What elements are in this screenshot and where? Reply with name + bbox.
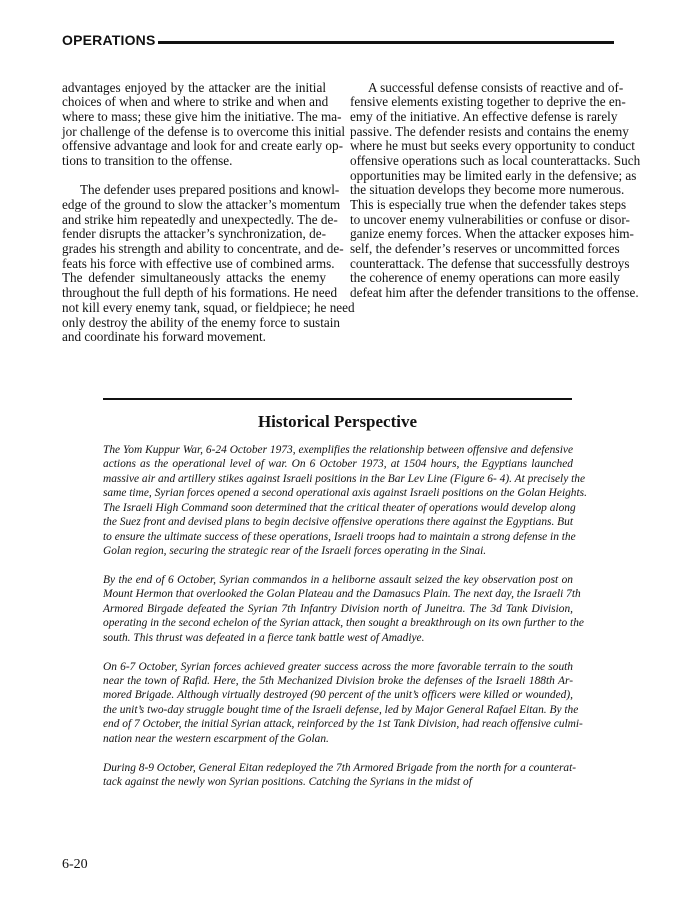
text-line: where to mass; these give him the initiative. The ma- <box>62 108 342 124</box>
text-line: to uncover enemy vulnerabilities or confuse or disor- <box>350 211 630 227</box>
text-line: On 6-7 October, Syrian forces achieved greater success across the more favorable terrain to the south <box>103 660 573 673</box>
text-line: throughout the full depth of his formations. He need <box>62 285 338 301</box>
text-line: and coordinate his forward movement. <box>62 329 266 345</box>
text-line: During 8-9 October, General Eitan redeployed the 7th Armored Brigade from the north for a counterat- <box>103 761 577 774</box>
text-line: tions to transition to the offense. <box>62 152 233 168</box>
text-line: mored Brigade. Although virtually destroyed (90 percent of the unit’s officers were killed or wounded), <box>103 689 573 702</box>
text-line: The Yom Kuppur War, 6-24 October 1973, exemplifies the relationship between offensive and defensive <box>103 444 573 456</box>
text-line: emy of the initiative. An effective defense is rarely <box>350 108 618 124</box>
header-rule <box>158 41 614 44</box>
text-line: The defender simultaneously attacks the enemy <box>62 270 326 286</box>
text-line: grades his strength and ability to concentrate, and de- <box>62 241 344 257</box>
text-line: fensive elements existing together to deprive the en- <box>350 94 626 110</box>
section-title: OPERATIONS <box>62 32 156 48</box>
text-line: the situation develops they become more numerous. <box>350 182 625 198</box>
text-line: south. This thrust was defeated in a fierce tank battle west of Amadiye. <box>103 631 425 644</box>
text-line: the coherence of enemy operations can more easily <box>350 270 620 286</box>
text-line: tack against the newly won Syrian positions. Catching the Syrians in the midst of <box>103 776 472 789</box>
text-line: actions as the operational level of war. On 6 October 1973, at 1504 hours, the Egyptians launched <box>103 458 573 471</box>
text-line: jor challenge of the defense is to overcome this initial <box>62 123 346 139</box>
text-line: Armored Birgade defeated the Syrian 7th Infantry Division north of Juneitra. The 3d Tank Division, <box>103 602 573 615</box>
text-line: and strike him repeatedly and unexpectedly. The de- <box>62 211 338 227</box>
box-body <box>103 443 587 790</box>
paragraph <box>62 79 346 169</box>
text-line: nation near the western escarpment of the Golan. <box>103 732 329 745</box>
text-line: Mount Hermon that overlooked the Golan Plateau and the Damasucs Plain. The next day, the Israeli 7th <box>103 588 581 601</box>
text-line: offensive operations such as local counterattacks. Such <box>350 152 641 168</box>
text-line: counterattack. The defense that successfully destroys <box>350 255 630 271</box>
text-line: The Israeli High Command soon determined that the critical theater of operations would develop along <box>103 501 576 514</box>
paragraph-gap <box>103 559 573 573</box>
box-top-rule <box>103 398 572 400</box>
page-number: 6-20 <box>62 857 88 872</box>
text-line: passive. The defender resists and contains the enemy <box>350 123 629 139</box>
text-line: defeat him after the defender transitions to the offense. <box>350 285 639 301</box>
text-line: A successful defense consists of reactive and of- <box>368 79 624 95</box>
text-line: This is especially true when the defender takes steps <box>350 197 627 212</box>
paragraph <box>103 761 577 790</box>
left-column <box>62 79 355 345</box>
text-line: to ensure the ultimate success of these operations, Israeli troops had to maintain a strong defense in the <box>103 530 576 543</box>
paragraph <box>350 79 641 301</box>
text-line: advantages enjoyed by the attacker are the initial <box>62 79 326 95</box>
text-line: The defender uses prepared positions and knowl- <box>80 182 340 198</box>
text-line: massive air and artillery stikes against Israeli positions in the Bar Lev Line (Figure 6- 4). At precisely the <box>103 472 586 485</box>
paragraph <box>103 660 583 747</box>
paragraph <box>62 182 355 345</box>
text-line: same time, Syrian forces opened a second operational axis against Israeli positions on the Golan Heights. <box>103 487 587 500</box>
text-line: By the end of 6 October, Syrian commandos in a heliborne assault seized the key observation post on <box>103 573 573 586</box>
text-line: feats his force with effective use of combined arms. <box>62 255 335 271</box>
text-line: near the town of Rafid. Here, the 5th Mechanized Division broke the defenses of the Israeli 188th Ar- <box>103 675 573 687</box>
paragraph-gap <box>103 645 573 659</box>
text-line: choices of when and where to strike and when and <box>62 94 329 110</box>
text-line: ganize enemy forces. When the attacker exposes him- <box>350 226 634 242</box>
text-line: not kill every enemy tank, squad, or fieldpiece; he need <box>62 299 355 315</box>
text-line: the Suez front and devised plans to begin decisive offensive operations there against the Egyptians. But <box>103 516 573 529</box>
paragraph <box>103 443 587 559</box>
paragraph <box>103 573 584 645</box>
text-line: opportunities may be limited early in the defensive; as <box>350 167 637 183</box>
text-line: end of 7 October, the initial Syrian attack, reinforced by the 1st Tank Division, had reach offensive culmi- <box>103 718 583 731</box>
text-line: fender disrupts the attacker’s synchronization, de- <box>62 226 326 242</box>
paragraph-gap <box>103 746 573 760</box>
text-line: the unit’s two-day struggle bought time of the Israeli defense, led by Major General Rafael Eitan. By the <box>103 703 579 716</box>
text-line: self, the defender’s reserves or uncommitted forces <box>350 241 620 257</box>
text-line: operating in the second echelon of the Syrian attack, then sought a breakthrough on its own further to the <box>103 617 584 630</box>
text-line: where he must but seeks every opportunity to conduct <box>350 138 635 154</box>
text-line: edge of the ground to slow the attacker’s momentum <box>62 197 341 212</box>
box-title: Historical Perspective <box>257 412 418 431</box>
text-line: Golan region, securing the strategic rear of the Israeli forces operating in the Sinai. <box>103 545 487 558</box>
right-column <box>350 79 641 301</box>
text-line: offensive advantage and look for and create early op- <box>62 138 343 154</box>
paragraph-gap <box>62 169 326 184</box>
text-line: only destroy the ability of the enemy force to sustain <box>62 314 340 330</box>
